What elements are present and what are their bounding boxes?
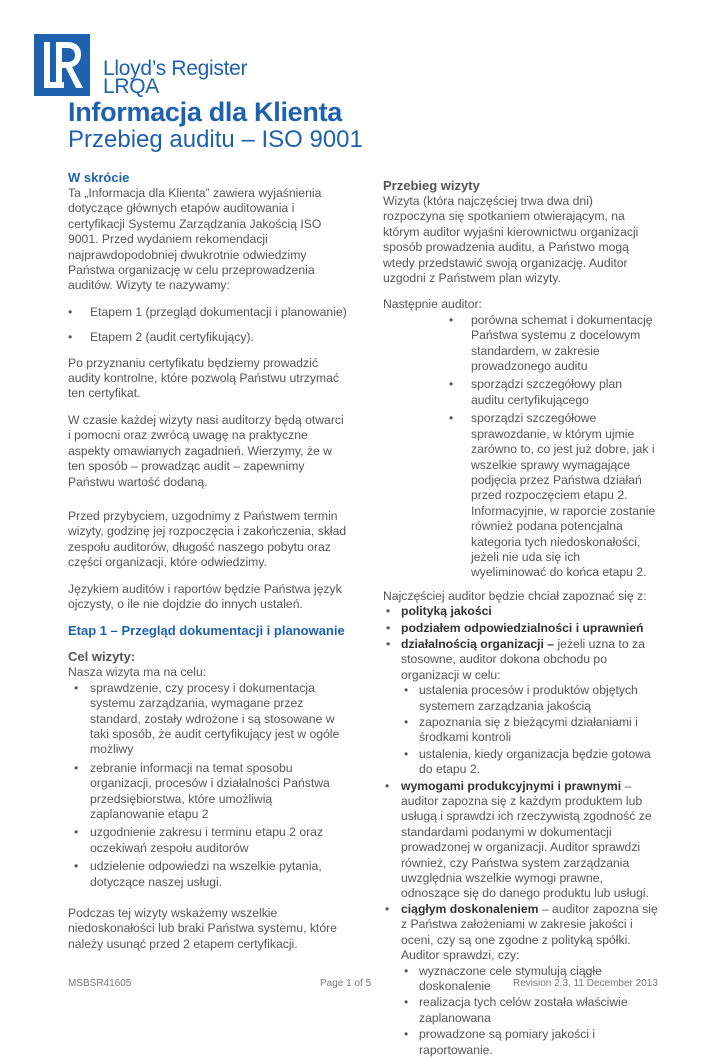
bullet-icon: • [385, 901, 390, 916]
paragraph: W czasie każdej wizyty nasi auditorzy będą otwarci i pomocni oraz zwrócą uwagę na praktyczne aspekty omawianych zagadnień. Wierzymy, że w ten sposób – prowadząc audit – zapewnimy Państwu wartość dodaną. [68, 412, 344, 489]
list-item: • ciągłym doskonaleniem – auditor zapozna się z Państwa założeniami w zakresie jakości i oceni, czy są one zgodne z polityką spółki. Auditor sprawdzi, czy: • wyznaczone cele stymulują ciągłe doskonalenie • realizacja tych celów została właściwie zaplanowana • prowadzone są pomiary jakości i raportowanie. [385, 901, 658, 1057]
visit-text: Wizyta (która najczęściej trwa dwa dni) rozpoczyna się spotkaniem otwierającym, na którym auditor wyjaśni kierownictwu organizacji sposób prowadzenia auditu, a Państwo mogą wtedy przedstawić swoją organizację. Auditor uzgodni z Państwem plan wizyty. [383, 194, 639, 286]
bullet-icon: • [404, 715, 409, 729]
list-item: • zebranie informacji na temat sposobu organizacji, procesów i działalności Państwa przedsiębiorstwa, które umożliwią zaplanowanie etapu 2 [74, 760, 330, 821]
list-item: • ustalenia procesów i produktów objętych systemem zarządzania jakością [404, 683, 638, 713]
bullet-icon: • [68, 304, 73, 319]
list-item: • wyznaczone cele stymulują ciągłe doskonalenie [404, 963, 602, 993]
bullet-icon: • [449, 411, 454, 426]
bullet-icon: • [404, 963, 409, 978]
lrqa-logo [34, 34, 90, 96]
list-item: • realizacja tych celów została właściwie zaplanowana [404, 995, 628, 1025]
footer-page-number: Page 1 of 5 [320, 978, 372, 989]
paragraph: Językiem auditów i raportów będzie Państwa język ojczysty, o ile nie dojdzie do innych ustaleń. [68, 581, 342, 611]
list-item: • sporządzi szczegółowe sprawozdanie, w którym ujmie zarówno to, co jest już dobre, jak i wszelkie sprawy wymagające podjęcia przez Państwa działań przed rozpoczęciem etapu 2. Informacyjnie, w raporcie zostanie również podana potencjalna kategoria tych niedoskonałości, jeżeli nie uda się ich wyeliminować do końca etapu 2. [449, 411, 656, 580]
list-item: • udzielenie odpowiedzi na wszelkie pytania, dotyczące naszej usługi. [74, 859, 322, 889]
list-item: • wymogami produkcyjnymi i prawnymi – auditor zapozna się z każdym produktem lub usługą i sprawdzi ich rzeczywistą zgodność ze standardami podanymi w dokumentacji prowadzonej w organizacji. Auditor sprawdzi również, czy Państwa system zarządzania uwzględnia wszelkie wymogi prawne, odnoszące się do danego produktu lub usługi. [385, 778, 652, 901]
bullet-icon: • [386, 604, 391, 619]
goals-list [68, 681, 348, 890]
list-item: • zapoznania się z bieżącymi działaniami i środkami kontroli [404, 715, 638, 745]
page-title: Informacja dla Klienta [68, 97, 342, 127]
focus-intro: Najczęściej auditor będzie chciał zapoznać się z: [383, 588, 647, 603]
paragraph: Przed przybyciem, uzgodnimy z Państwem termin wizyty, godzinę jej rozpoczęcia i zakończenia, skład zespołu auditorów, długość naszego pobytu oraz części organizacji, które odwiedzimy. [68, 508, 347, 570]
bullet-icon: • [404, 683, 409, 698]
paragraph: Po przyznaniu certyfikatu będziemy prowadzić audity kontrolne, które pozwolą Państwu utrzymać ten certyfikat. [68, 355, 339, 401]
bullet-icon: • [449, 377, 454, 392]
list-item: • sprawdzenie, czy procesy i dokumentacja systemu zarządzania, wymagane przez standard, zostały wdrożone i są stosowane w taki sposób, że audit certyfikujący jest w ogóle możliwy [74, 680, 340, 757]
ops-list [401, 683, 658, 777]
brand-name: Lloyd’s Register [103, 57, 248, 80]
bullet-icon: • [74, 760, 79, 775]
footer-doc-code: MSBSR41605 [68, 978, 132, 989]
list-item: • sporządzi szczegółowy plan auditu certyfikującego [449, 377, 623, 407]
summary-text: Ta „Informacja dla Klienta” zawiera wyjaśnienia dotyczące głównych etapów auditowania i certyfikacji Systemu Zarządzania Jakością ISO 9001. Przed wydaniem rekomendacji najprawdopodobniej dwukrotnie odwiedzimy Państwa organizację w celu przeprowadzenia auditów. Wizyty te nazywamy: [68, 186, 322, 293]
page-subtitle: Przebieg auditu – ISO 9001 [68, 126, 363, 153]
stage1-heading: Etap 1 – Przegląd dokumentacji i planowanie [68, 623, 345, 639]
stages-list [68, 305, 348, 346]
list-item: • prowadzone są pomiary jakości i raportowanie. [404, 1027, 596, 1057]
focus-list [383, 604, 658, 777]
list-item: • polityką jakości [386, 604, 492, 619]
bullet-icon: • [386, 620, 391, 635]
goal-heading: Cel wizyty: [68, 649, 136, 665]
list-item: • Etapem 2 (audit certyfikujący). [68, 330, 254, 345]
list-item: • podziałem odpowiedzialności i uprawnień [386, 620, 644, 635]
bullet-icon: • [386, 636, 391, 651]
next-list [383, 313, 658, 581]
list-item: • uzgodnienie zakresu i terminu etapu 2 oraz oczekiwań zespołu auditorów [74, 825, 324, 855]
bullet-icon: • [449, 312, 454, 327]
goal-intro: Nasza wizyta ma na celu: [68, 665, 207, 680]
paragraph: Podczas tej wizyty wskażemy wszelkie niedoskonałości lub braki Państwa systemu, które należy usunąć przed 2 etapem certyfikacji. [68, 906, 337, 951]
footer-revision: Revision 2.3, 11 December 2013 [513, 978, 658, 989]
summary-heading: W skrócie [68, 170, 130, 185]
next-intro: Następnie auditor: [383, 297, 482, 312]
requirements-list [365, 779, 658, 1058]
visit-heading: Przebieg wizyty [383, 178, 480, 193]
list-item: • działalnością organizacji – jeżeli uzna to za stosowne, auditor dokona obchodu po organizacji w celu: • ustalenia procesów i produktów objętych systemem zarządzania jakością • zapoznania się z bieżącymi działaniami i środkami kontroli • ustalenia, kiedy organizacja będzie gotowa do etapu 2. [383, 637, 658, 778]
bullet-icon: • [404, 746, 409, 761]
bullet-icon: • [404, 995, 409, 1010]
bullet-icon: • [68, 330, 73, 345]
brand-subname: LRQA [103, 75, 159, 98]
bullet-icon: • [74, 859, 79, 874]
list-item: • porówna schemat i dokumentację Państwa systemu z docelowym standardem, w zakresie prowadzonego auditu [449, 312, 653, 374]
list-item: • ustalenia, kiedy organizacja będzie gotowa do etapu 2. [404, 746, 651, 777]
list-item: • Etapem 1 (przegląd dokumentacji i planowanie) [68, 304, 347, 319]
left-column [68, 170, 348, 963]
bullet-icon: • [74, 825, 79, 840]
bullet-icon: • [385, 778, 390, 793]
right-column [383, 178, 658, 1059]
bullet-icon: • [404, 1027, 409, 1042]
bullet-icon: • [74, 680, 79, 695]
